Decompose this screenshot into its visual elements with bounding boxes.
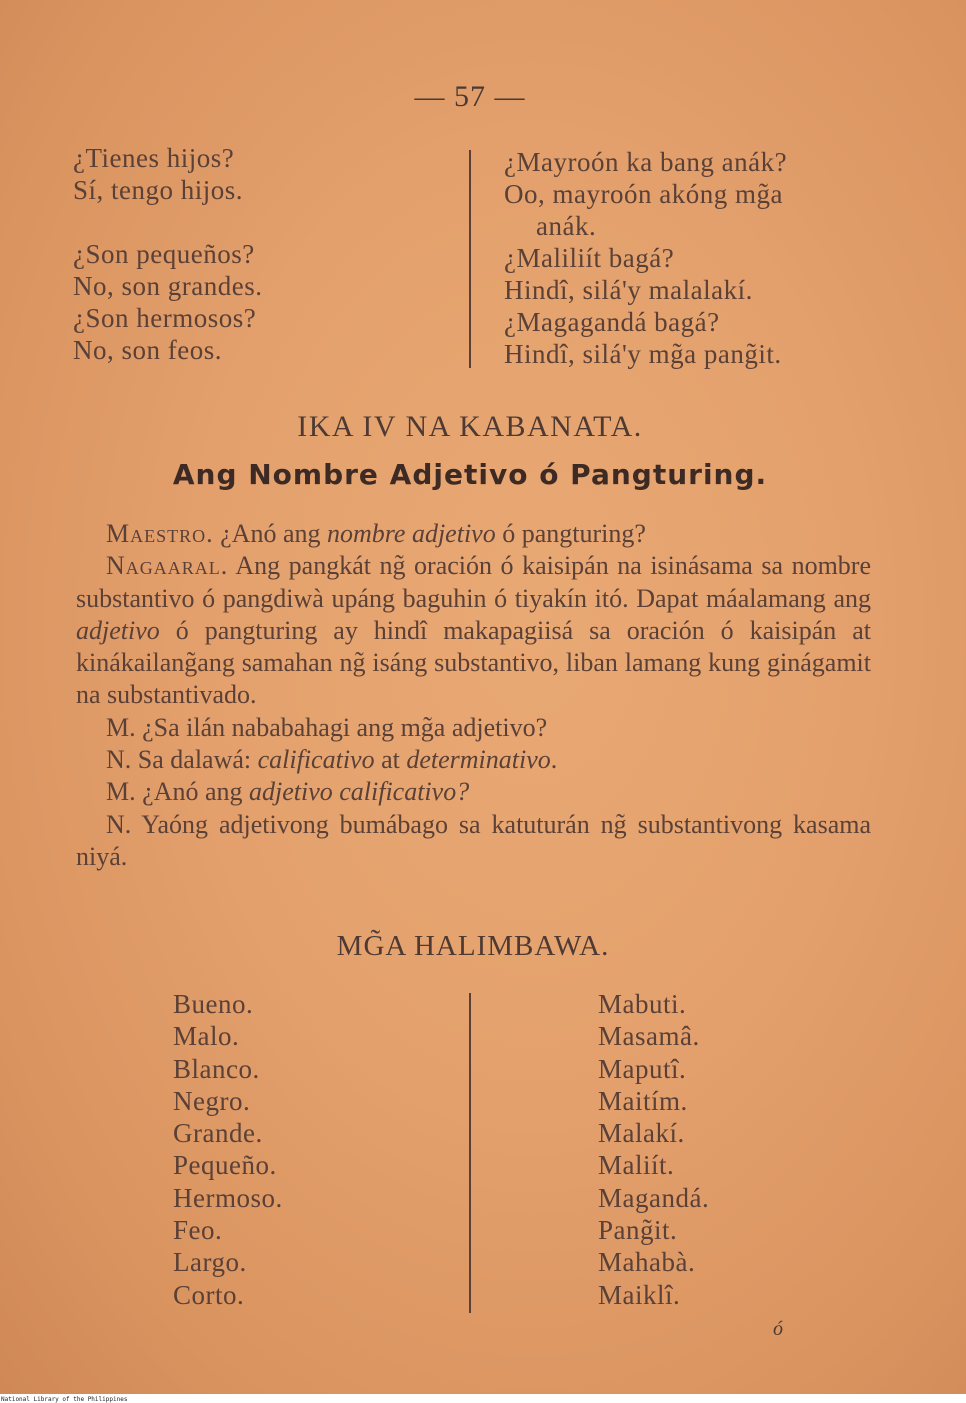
speaker-label: M. [106,712,136,742]
example-word: Mabuti. [598,989,687,1019]
speaker-label: N. [106,809,132,839]
example-word: Pequeño. [173,1150,277,1181]
term: nombre adjetivo [326,519,496,548]
speaker-label: N. [106,745,132,775]
chapter-subtitle: Ang Nombre Adjetivo ó Pangturing. [172,458,768,491]
dialogue-paragraph [76,712,871,744]
dialogue-paragraph [76,809,871,874]
example-word: Magandá. [598,1182,710,1213]
example-word: Feo. [173,1215,223,1246]
tagalog-examples-column [598,988,709,1311]
dialogue-line: ¿Son pequeños? [73,239,255,269]
lesson-dialogue [76,518,871,873]
spanish-dialogue-column [73,142,262,366]
speaker-label: Nagaaral. [106,551,229,581]
example-word: Hermoso. [173,1182,283,1213]
examples-heading: MG̃A HALIMBAWA. [336,930,610,962]
dialogue-text: ¿Sa ilán nababahagi ang mg̃a adjetivo? [135,712,548,742]
example-word: Pang̃it. [598,1215,678,1246]
dialogue-paragraph [76,518,871,550]
signature-mark: ó [773,1318,783,1340]
speaker-label: M. [106,777,136,807]
example-word: Bueno. [173,989,254,1019]
dialogue-text: ó pangturing? [495,519,646,548]
library-credit: National Library of the Philippines [1,1396,128,1403]
dialogue-line: ¿Maliliít bagá? [504,243,675,273]
dialogue-line: anák. [536,211,597,241]
column-divider [469,150,471,368]
dialogue-text: ¿Anó ang [135,777,249,807]
page-number: — 57 — [414,80,526,113]
dialogue-text: Yaóng adjetivong bumábago sa katuturán ng̃ substantivong kasama niyá. [76,809,871,871]
dialogue-line: ¿Tienes hijos? [73,143,235,173]
dialogue-text: at [374,745,407,775]
example-word: Blanco. [173,1053,260,1084]
example-word: Maliít. [598,1150,675,1181]
dialogue-paragraph [76,744,871,776]
dialogue-line: No, son feos. [73,335,222,365]
example-word: Malakí. [598,1118,685,1149]
example-word: Grande. [173,1118,263,1149]
example-word: Negro. [173,1085,251,1116]
dialogue-text: Sa dalawá: [131,745,258,775]
dialogue-line: Hindî, silá'y malalakí. [504,275,753,305]
dialogue-paragraph [76,776,871,808]
chapter-title: IKA IV NA KABANATA. [297,410,643,443]
example-word: Maitím. [598,1085,688,1116]
dialogue-line: Hindî, silá'y mg̃a pang̃it. [504,339,782,369]
dialogue-text: Ang pangkát ng̃ oración ó kaisipán na isinásama sa nombre substantivo ó pangdiwà upáng baguhin ó tiyakín itó. Dapat máalamang ang [76,551,871,613]
dialogue-line: No, son grandes. [73,271,263,301]
speaker-label: Maestro. [106,519,214,548]
term: adjetivo calificativo? [248,777,470,807]
term: adjetivo [76,615,160,645]
dialogue-line: ¿Magagandá bagá? [504,307,720,337]
dialogue-text: . [550,745,558,775]
dialogue-line [73,206,262,238]
dialogue-line: Sí, tengo hijos. [73,175,244,205]
dialogue-text: ó pangturing ay hindî makapagiisá sa oración ó kaisipán at kinákailang̃ang samahan ng̃ isáng substantivo, liban lamang kung ginágamit na substantivado. [76,615,871,710]
term: determinativo [406,745,551,775]
example-word: Masamâ. [598,1021,700,1052]
dialogue-text: ¿Anó ang [213,519,327,548]
example-word: Maiklî. [598,1279,681,1310]
example-word: Corto. [173,1279,245,1310]
dialogue-paragraph [76,550,871,711]
tagalog-dialogue-column [504,146,787,370]
dialogue-line: Oo, mayroón akóng mg̃a [504,179,783,209]
example-word: Largo. [173,1247,247,1278]
column-divider [469,993,471,1313]
example-word: Malo. [173,1021,240,1052]
example-word: Mahabà. [598,1247,696,1278]
term: calificativo [257,745,375,775]
dialogue-line: ¿Son hermosos? [73,303,257,333]
spanish-examples-column [173,988,283,1311]
dialogue-line: ¿Mayroón ka bang anák? [504,147,788,177]
example-word: Maputî. [598,1053,687,1084]
